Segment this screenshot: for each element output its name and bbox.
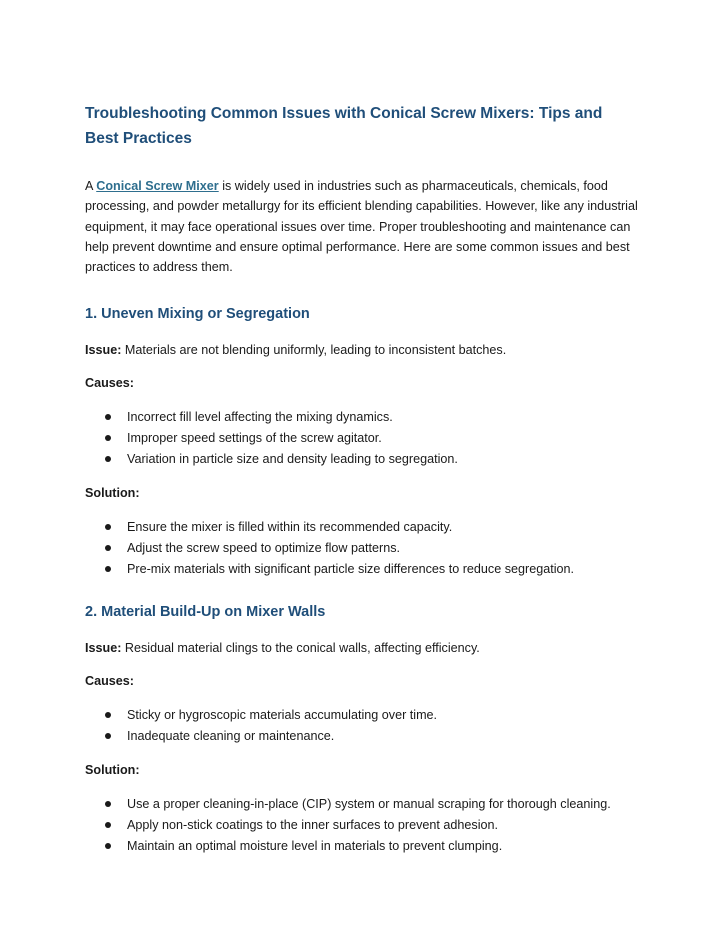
list-item: Apply non-stick coatings to the inner surfaces to prevent adhesion. [105,815,640,836]
list-item: Use a proper cleaning-in-place (CIP) system or manual scraping for thorough cleaning. [105,794,640,815]
document-title: Troubleshooting Common Issues with Conical Screw Mixers: Tips and Best Practices [85,105,603,147]
section-1-solution-label: Solution: [85,486,140,501]
section-2-solution-list [85,794,640,857]
section-1-causes-label: Causes: [85,376,134,391]
conical-screw-mixer-link[interactable]: Conical Screw Mixer [96,179,219,193]
section-heading-uneven-mixing: 1. Uneven Mixing or Segregation [85,306,310,323]
section-2-causes-list [85,705,640,747]
list-item: Inadequate cleaning or maintenance. [105,726,640,747]
section-1-causes-list [85,407,640,470]
section-2-solution-label: Solution: [85,763,140,778]
section-heading-material-build-up: 2. Material Build-Up on Mixer Walls [85,604,326,621]
intro-paragraph [85,176,640,277]
list-item: Incorrect fill level affecting the mixing dynamics. [105,407,640,428]
issue-label: Issue: [85,641,122,656]
section-2-issue [85,639,640,658]
intro-prefix: A [85,179,97,193]
section-1-issue [85,341,640,360]
list-item: Improper speed settings of the screw agitator. [105,428,640,449]
list-item: Adjust the screw speed to optimize flow patterns. [105,538,640,559]
section-1-solution-list [85,517,640,580]
issue-text: Materials are not blending uniformly, leading to inconsistent batches. [121,343,507,358]
section-2-causes-label: Causes: [85,674,134,689]
list-item: Pre-mix materials with significant particle size differences to reduce segregation. [105,559,640,580]
list-item: Variation in particle size and density leading to segregation. [105,449,640,470]
list-item: Sticky or hygroscopic materials accumulating over time. [105,705,640,726]
intro-body: is widely used in industries such as pharmaceuticals, chemicals, food processing, and powder metallurgy for its efficient blending capabilities. However, like any industrial equipment, it may face operational issues over time. Proper troubleshooting and maintenance can help prevent downtime and ensure optimal performance. Here are some common issues and best practices to address them. [85,179,638,275]
list-item: Ensure the mixer is filled within its recommended capacity. [105,517,640,538]
issue-label: Issue: [85,343,122,358]
list-item: Maintain an optimal moisture level in materials to prevent clumping. [105,836,640,857]
issue-text: Residual material clings to the conical walls, affecting efficiency. [121,641,480,656]
